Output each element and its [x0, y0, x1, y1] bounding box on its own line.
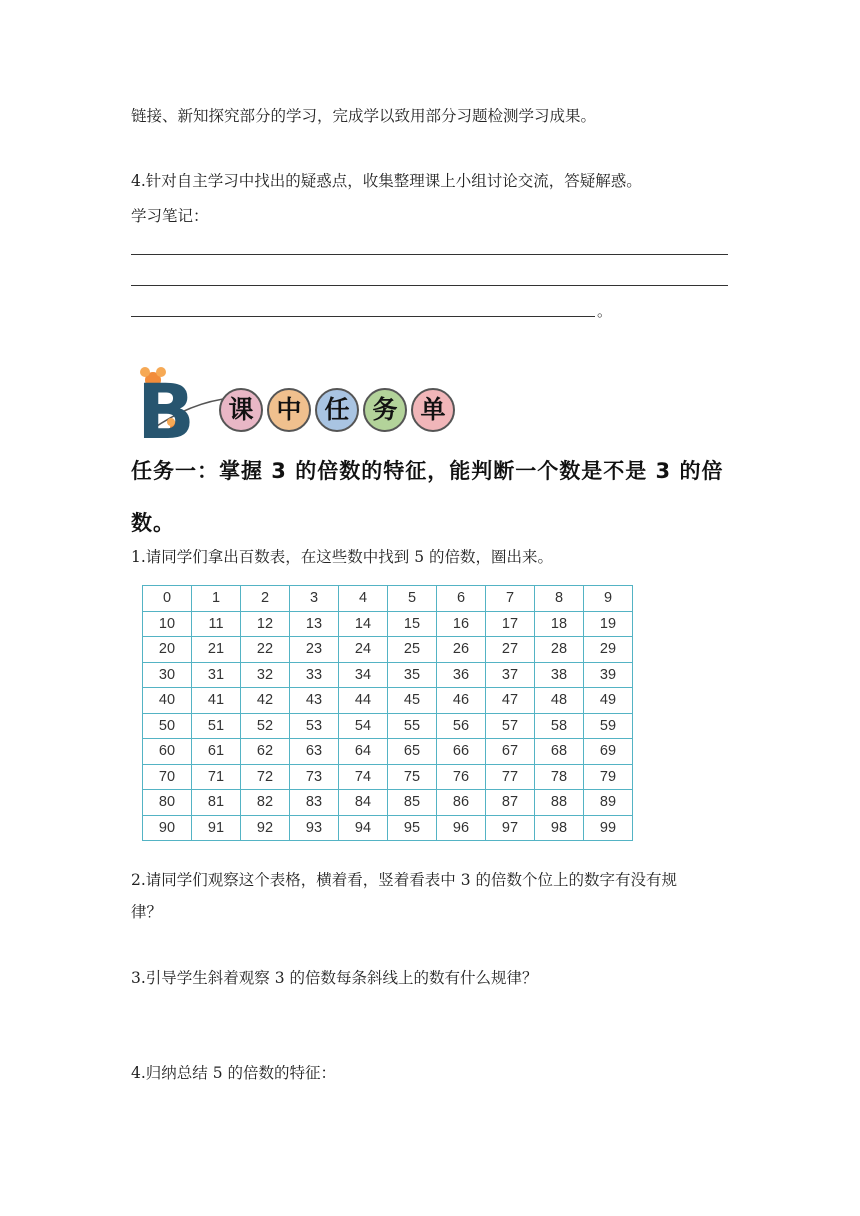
grid-cell: 73: [290, 764, 339, 790]
grid-cell: 46: [437, 688, 486, 714]
grid-cell: 72: [241, 764, 290, 790]
intro-text-line: 链接、新知探究部分的学习，完成学以致用部分习题检测学习成果。: [131, 107, 597, 125]
grid-row: [143, 688, 633, 714]
grid-cell: 36: [437, 662, 486, 688]
grid-cell: 35: [388, 662, 437, 688]
grid-cell: 74: [339, 764, 388, 790]
grid-cell: 71: [192, 764, 241, 790]
grid-row: [143, 713, 633, 739]
grid-cell: 62: [241, 739, 290, 765]
grid-cell: 98: [535, 815, 584, 841]
grid-cell: 59: [584, 713, 633, 739]
grid-cell: 49: [584, 688, 633, 714]
grid-cell: 65: [388, 739, 437, 765]
grid-cell: 23: [290, 637, 339, 663]
grid-cell: 25: [388, 637, 437, 663]
grid-cell: 45: [388, 688, 437, 714]
grid-cell: 79: [584, 764, 633, 790]
grid-cell: 19: [584, 611, 633, 637]
grid-cell: 34: [339, 662, 388, 688]
grid-cell: 52: [241, 713, 290, 739]
grid-cell: 14: [339, 611, 388, 637]
grid-cell: 17: [486, 611, 535, 637]
grid-row: [143, 790, 633, 816]
grid-cell: 96: [437, 815, 486, 841]
grid-cell: 94: [339, 815, 388, 841]
grid-cell: 26: [437, 637, 486, 663]
grid-cell: 6: [437, 586, 486, 612]
grid-cell: 9: [584, 586, 633, 612]
grid-cell: 20: [143, 637, 192, 663]
notes-label: 学习笔记：: [131, 207, 209, 225]
grid-cell: 87: [486, 790, 535, 816]
notes-line-2: [131, 285, 728, 286]
grid-cell: 53: [290, 713, 339, 739]
grid-cell: 4: [339, 586, 388, 612]
grid-cell: 57: [486, 713, 535, 739]
notes-end-mark: 。: [597, 302, 613, 320]
grid-cell: 93: [290, 815, 339, 841]
grid-cell: 33: [290, 662, 339, 688]
grid-cell: 0: [143, 586, 192, 612]
grid-cell: 88: [535, 790, 584, 816]
grid-cell: 32: [241, 662, 290, 688]
grid-row: [143, 637, 633, 663]
notes-line-1: [131, 254, 728, 255]
grid-cell: 83: [290, 790, 339, 816]
task-1-question-3: 3.引导学生斜着观察 3 的倍数每条斜线上的数有什么规律？: [131, 969, 538, 987]
grid-cell: 30: [143, 662, 192, 688]
grid-cell: 13: [290, 611, 339, 637]
flower-letter-b-icon: [131, 362, 231, 442]
grid-cell: 51: [192, 713, 241, 739]
banner-char-5: 单: [411, 388, 455, 432]
grid-row: [143, 764, 633, 790]
banner-char-2: 中: [267, 388, 311, 432]
grid-cell: 58: [535, 713, 584, 739]
grid-cell: 67: [486, 739, 535, 765]
grid-cell: 66: [437, 739, 486, 765]
grid-cell: 63: [290, 739, 339, 765]
grid-cell: 68: [535, 739, 584, 765]
banner-char-3: 任: [315, 388, 359, 432]
grid-cell: 69: [584, 739, 633, 765]
grid-cell: 27: [486, 637, 535, 663]
grid-row: [143, 739, 633, 765]
task-1-question-4: 4.归纳总结 5 的倍数的特征：: [131, 1064, 337, 1082]
grid-cell: 48: [535, 688, 584, 714]
grid-cell: 15: [388, 611, 437, 637]
grid-cell: 7: [486, 586, 535, 612]
grid-cell: 29: [584, 637, 633, 663]
grid-cell: 99: [584, 815, 633, 841]
grid-cell: 55: [388, 713, 437, 739]
grid-cell: 11: [192, 611, 241, 637]
grid-cell: 22: [241, 637, 290, 663]
grid-cell: 42: [241, 688, 290, 714]
task-1-heading: 任务一：掌握 3 的倍数的特征，能判断一个数是不是 3 的倍数。: [131, 459, 724, 535]
grid-cell: 2: [241, 586, 290, 612]
grid-cell: 95: [388, 815, 437, 841]
grid-cell: 24: [339, 637, 388, 663]
grid-cell: 77: [486, 764, 535, 790]
grid-cell: 97: [486, 815, 535, 841]
grid-cell: 5: [388, 586, 437, 612]
grid-cell: 81: [192, 790, 241, 816]
grid-cell: 28: [535, 637, 584, 663]
grid-cell: 38: [535, 662, 584, 688]
grid-cell: 44: [339, 688, 388, 714]
svg-text:B: B: [137, 367, 195, 442]
grid-cell: 39: [584, 662, 633, 688]
grid-row: [143, 611, 633, 637]
grid-cell: 3: [290, 586, 339, 612]
grid-cell: 8: [535, 586, 584, 612]
grid-cell: 31: [192, 662, 241, 688]
grid-cell: 80: [143, 790, 192, 816]
grid-row: [143, 662, 633, 688]
task-1-question-2-cont: 律？: [131, 903, 163, 921]
in-class-task-banner: [131, 362, 471, 442]
grid-cell: 50: [143, 713, 192, 739]
grid-cell: 86: [437, 790, 486, 816]
grid-cell: 12: [241, 611, 290, 637]
grid-cell: 18: [535, 611, 584, 637]
grid-row: [143, 815, 633, 841]
grid-cell: 90: [143, 815, 192, 841]
grid-cell: 16: [437, 611, 486, 637]
grid-cell: 75: [388, 764, 437, 790]
hundred-chart-table: [142, 585, 633, 841]
grid-cell: 64: [339, 739, 388, 765]
grid-cell: 43: [290, 688, 339, 714]
grid-cell: 70: [143, 764, 192, 790]
grid-cell: 40: [143, 688, 192, 714]
grid-cell: 60: [143, 739, 192, 765]
notes-line-3: [131, 316, 595, 317]
grid-cell: 47: [486, 688, 535, 714]
grid-row: [143, 586, 633, 612]
grid-cell: 61: [192, 739, 241, 765]
grid-cell: 41: [192, 688, 241, 714]
grid-cell: 54: [339, 713, 388, 739]
grid-cell: 56: [437, 713, 486, 739]
banner-char-1: 课: [219, 388, 263, 432]
banner-char-4: 务: [363, 388, 407, 432]
grid-cell: 76: [437, 764, 486, 790]
grid-cell: 78: [535, 764, 584, 790]
grid-cell: 91: [192, 815, 241, 841]
grid-cell: 37: [486, 662, 535, 688]
grid-cell: 89: [584, 790, 633, 816]
task-1-question-1: 1.请同学们拿出百数表，在这些数中找到 5 的倍数，圈出来。: [131, 548, 554, 566]
grid-cell: 10: [143, 611, 192, 637]
grid-cell: 84: [339, 790, 388, 816]
intro-step-4: 4.针对自主学习中找出的疑惑点，收集整理课上小组讨论交流，答疑解惑。: [131, 172, 642, 190]
grid-cell: 85: [388, 790, 437, 816]
grid-cell: 1: [192, 586, 241, 612]
grid-cell: 92: [241, 815, 290, 841]
grid-cell: 21: [192, 637, 241, 663]
task-1-question-2: 2.请同学们观察这个表格，横着看，竖着看表中 3 的倍数个位上的数字有没有规: [131, 871, 678, 889]
grid-cell: 82: [241, 790, 290, 816]
